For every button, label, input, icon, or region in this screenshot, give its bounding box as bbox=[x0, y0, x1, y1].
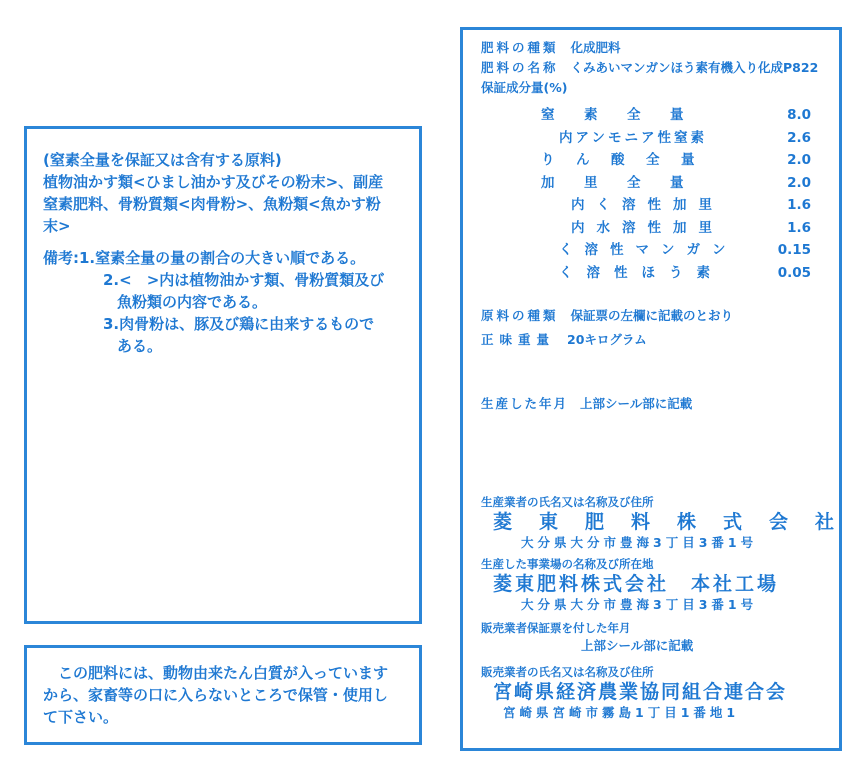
factory-address: 大分県大分市豊海3丁目3番1号 bbox=[521, 597, 758, 612]
component-value: 2.6 bbox=[787, 129, 811, 146]
notes-heading: (窒素全量を保証又は含有する原料) bbox=[43, 151, 282, 169]
component-name: 内アンモニア性窒素 bbox=[559, 129, 707, 146]
notes-body-line: 末> bbox=[43, 217, 71, 235]
seller-date-heading: 販売業者保証票を付した年月 bbox=[481, 621, 631, 635]
component-name: 加 里 全 量 bbox=[541, 174, 692, 191]
production-date-value: 上部シール部に記載 bbox=[580, 396, 693, 411]
raw-material-label: 原料の種類 bbox=[481, 308, 559, 323]
seller-section bbox=[481, 664, 825, 722]
remark-3-cont: ある。 bbox=[117, 337, 163, 355]
fertilizer-name-label: 肥料の名称 bbox=[481, 60, 559, 75]
factory-section bbox=[481, 556, 825, 614]
component-value: 1.6 bbox=[787, 197, 811, 213]
warning-line: この肥料には、動物由来たん白質が入っています bbox=[43, 664, 389, 682]
notes-body-line: 窒素肥料、骨粉質類<肉骨粉>、魚粉類<魚かす粉 bbox=[43, 195, 381, 213]
component-row bbox=[481, 104, 825, 127]
production-date-label: 生産した年月 bbox=[481, 396, 569, 411]
component-name: 内水溶性加里 bbox=[571, 219, 724, 236]
remark-1: 備考:1.窒素全量の量の割合の大きい順である。 bbox=[43, 249, 366, 267]
component-name: く溶性ほう素 bbox=[559, 264, 724, 281]
fertilizer-type-row bbox=[481, 38, 825, 58]
net-weight-label: 正味重量 bbox=[481, 332, 556, 347]
component-value: 2.0 bbox=[787, 174, 811, 191]
component-value: 8.0 bbox=[787, 107, 811, 123]
remark-2: 2.< >内は植物油かす類、骨粉質類及び bbox=[103, 271, 385, 289]
production-date-row bbox=[481, 394, 825, 414]
remark-2-cont: 魚粉類の内容である。 bbox=[117, 293, 268, 311]
remark-label: 備考: bbox=[43, 249, 79, 267]
component-value: 0.05 bbox=[777, 264, 811, 281]
component-row bbox=[481, 239, 825, 262]
warning-line: から、家畜等の口に入らないところで保管・使用し bbox=[43, 686, 388, 704]
fertilizer-name-value: くみあいマンガンほう素有機入り化成P822 bbox=[570, 60, 819, 75]
seller-name: 宮崎県経済農業協同組合連合会 bbox=[493, 681, 788, 703]
warning-box bbox=[24, 645, 422, 745]
component-row bbox=[481, 262, 825, 285]
components-table bbox=[481, 104, 825, 284]
component-value: 1.6 bbox=[787, 219, 811, 236]
component-row bbox=[481, 194, 825, 217]
component-row bbox=[481, 127, 825, 150]
component-row bbox=[481, 217, 825, 240]
warning-line: て下さい。 bbox=[43, 708, 119, 726]
producer-name: 菱 東 肥 料 株 式 会 社 bbox=[493, 511, 839, 533]
fertilizer-name-row bbox=[481, 58, 825, 78]
seller-date-section bbox=[481, 620, 825, 656]
factory-heading: 生産した事業場の名称及び所在地 bbox=[481, 557, 654, 571]
raw-material-notes-box bbox=[24, 126, 422, 624]
component-name: り ん 酸 全 量 bbox=[541, 152, 699, 168]
fertilizer-type-label: 肥料の種類 bbox=[481, 40, 559, 55]
component-name: 内く溶性加里 bbox=[571, 197, 724, 213]
net-weight-value: 20キログラム bbox=[567, 332, 647, 347]
fertilizer-type-value: 化成肥料 bbox=[570, 40, 621, 55]
guarantee-label-box bbox=[460, 27, 842, 751]
guarantee-label: 保証成分量(%) bbox=[481, 80, 568, 95]
seller-date-value: 上部シール部に記載 bbox=[581, 638, 694, 653]
component-row bbox=[481, 149, 825, 172]
component-row bbox=[481, 172, 825, 195]
producer-section bbox=[481, 494, 839, 552]
component-name: く溶性マンガン bbox=[559, 242, 738, 258]
seller-address: 宮崎県宮崎市霧島1丁目1番地1 bbox=[503, 705, 740, 720]
seller-heading: 販売業者の氏名又は名称及び住所 bbox=[481, 665, 654, 679]
raw-material-value: 保証票の左欄に記載のとおり bbox=[570, 308, 734, 323]
raw-material-row bbox=[481, 306, 825, 326]
producer-heading: 生産業者の氏名又は名称及び住所 bbox=[481, 495, 654, 509]
producer-address: 大分県大分市豊海3丁目3番1号 bbox=[521, 535, 758, 550]
notes-body-line: 植物油かす類<ひまし油かす及びその粉末>、副産 bbox=[43, 173, 384, 191]
component-name: 窒 素 全 量 bbox=[541, 107, 692, 123]
remark-3: 3.肉骨粉は、豚及び鶏に由来するもので bbox=[103, 315, 375, 333]
factory-name: 菱東肥料株式会社 本社工場 bbox=[493, 573, 780, 595]
component-value: 2.0 bbox=[787, 152, 811, 168]
net-weight-row bbox=[481, 330, 825, 350]
component-value: 0.15 bbox=[777, 242, 811, 258]
